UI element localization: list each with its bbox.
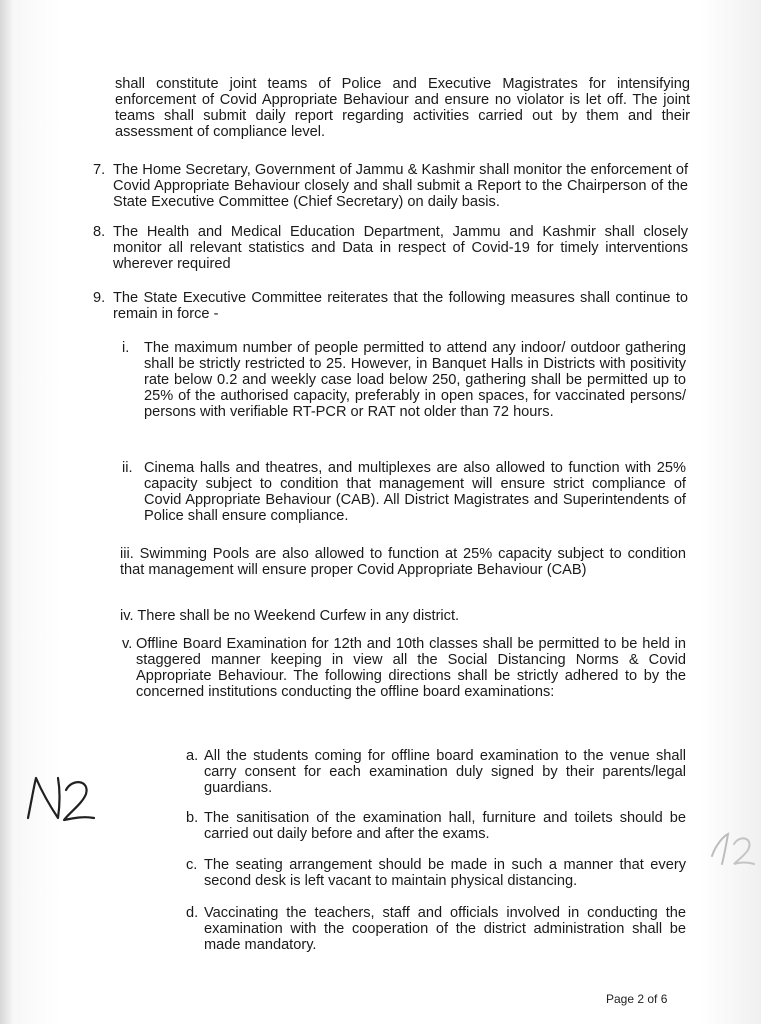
item-text: The Home Secretary, Government of Jammu & Kashmir shall monitor the enforcement of Covid Appropriate Behaviour closely and shall submit a Report to the Chairperson of the State Executive Committee (Chief Secretary) on daily basis. xyxy=(113,162,688,210)
faint-margin-mark xyxy=(704,826,758,870)
handwritten-note-n2 xyxy=(22,768,100,830)
direction-letter: c. xyxy=(186,857,198,873)
subitem-text: Swimming Pools are also allowed to function at 25% capacity subject to condition that management will ensure proper Covid Appropriate Behaviour (CAB) xyxy=(120,546,686,578)
subitem-number: v. xyxy=(122,636,133,652)
direction-letter: a. xyxy=(186,748,199,764)
subitem-number: iii. xyxy=(120,546,134,562)
subitem-number: i. xyxy=(122,340,130,356)
page-number: Page 2 of 6 xyxy=(606,992,668,1006)
continued-paragraph: shall constitute joint teams of Police and Executive Magistrates for intensifying enforcement of Covid Appropriate Behaviour and ensure no violator is let off. The joint teams shall submit daily report regarding activities carried out by them and their assessment of compliance level. xyxy=(115,76,690,140)
subitem-number: ii. xyxy=(122,460,133,476)
subitem-iv xyxy=(120,608,686,624)
direction-letter: d. xyxy=(186,905,199,921)
subitem-text: Offline Board Examination for 12th and 10th classes shall be permitted to be held in staggered manner keeping in view all the Social Distancing Norms & Covid Appropriate Behaviour. The following directions shall be strictly adhered to by the concerned institutions conducting the offline board examinations: xyxy=(136,636,686,700)
item-number: 9. xyxy=(93,290,106,306)
subitem-number: iv. xyxy=(120,608,134,624)
item-number: 8. xyxy=(93,224,106,240)
item-number: 7. xyxy=(93,162,106,178)
page-edge-shadow xyxy=(0,0,12,1024)
direction-text: The seating arrangement should be made in such a manner that every second desk is left vacant to maintain physical distancing. xyxy=(204,857,686,889)
subitem-text: The maximum number of people permitted to attend any indoor/ outdoor gathering shall be strictly restricted to 25. However, in Banquet Halls in Districts with positivity rate below 0.2 and weekly case load below 250, gathering shall be permitted up to 25% of the authorised capacity, preferably in open spaces, for vaccinated persons/ persons with verifiable RT-PCR or RAT not older than 72 hours. xyxy=(144,340,686,420)
direction-text: All the students coming for offline board examination to the venue shall carry consent for each examination duly signed by their parents/legal guardians. xyxy=(204,748,686,796)
direction-text: Vaccinating the teachers, staff and officials involved in conducting the examination with the cooperation of the district administration shall be made mandatory. xyxy=(204,905,686,953)
subitem-text: There shall be no Weekend Curfew in any district. xyxy=(137,608,460,624)
item-text: The State Executive Committee reiterates that the following measures shall continue to remain in force - xyxy=(113,290,688,322)
direction-text: The sanitisation of the examination hall, furniture and toilets should be carried out daily before and after the exams. xyxy=(204,810,686,842)
subitem-iii xyxy=(120,546,686,578)
direction-letter: b. xyxy=(186,810,199,826)
item-text: The Health and Medical Education Department, Jammu and Kashmir shall closely monitor all relevant statistics and Data in respect of Covid-19 for timely interventions wherever required xyxy=(113,224,688,272)
subitem-text: Cinema halls and theatres, and multiplexes are also allowed to function with 25% capacity subject to condition that management will ensure strict compliance of Covid Appropriate Behaviour (CAB). All District Magistrates and Superintendents of Police shall ensure compliance. xyxy=(144,460,686,524)
